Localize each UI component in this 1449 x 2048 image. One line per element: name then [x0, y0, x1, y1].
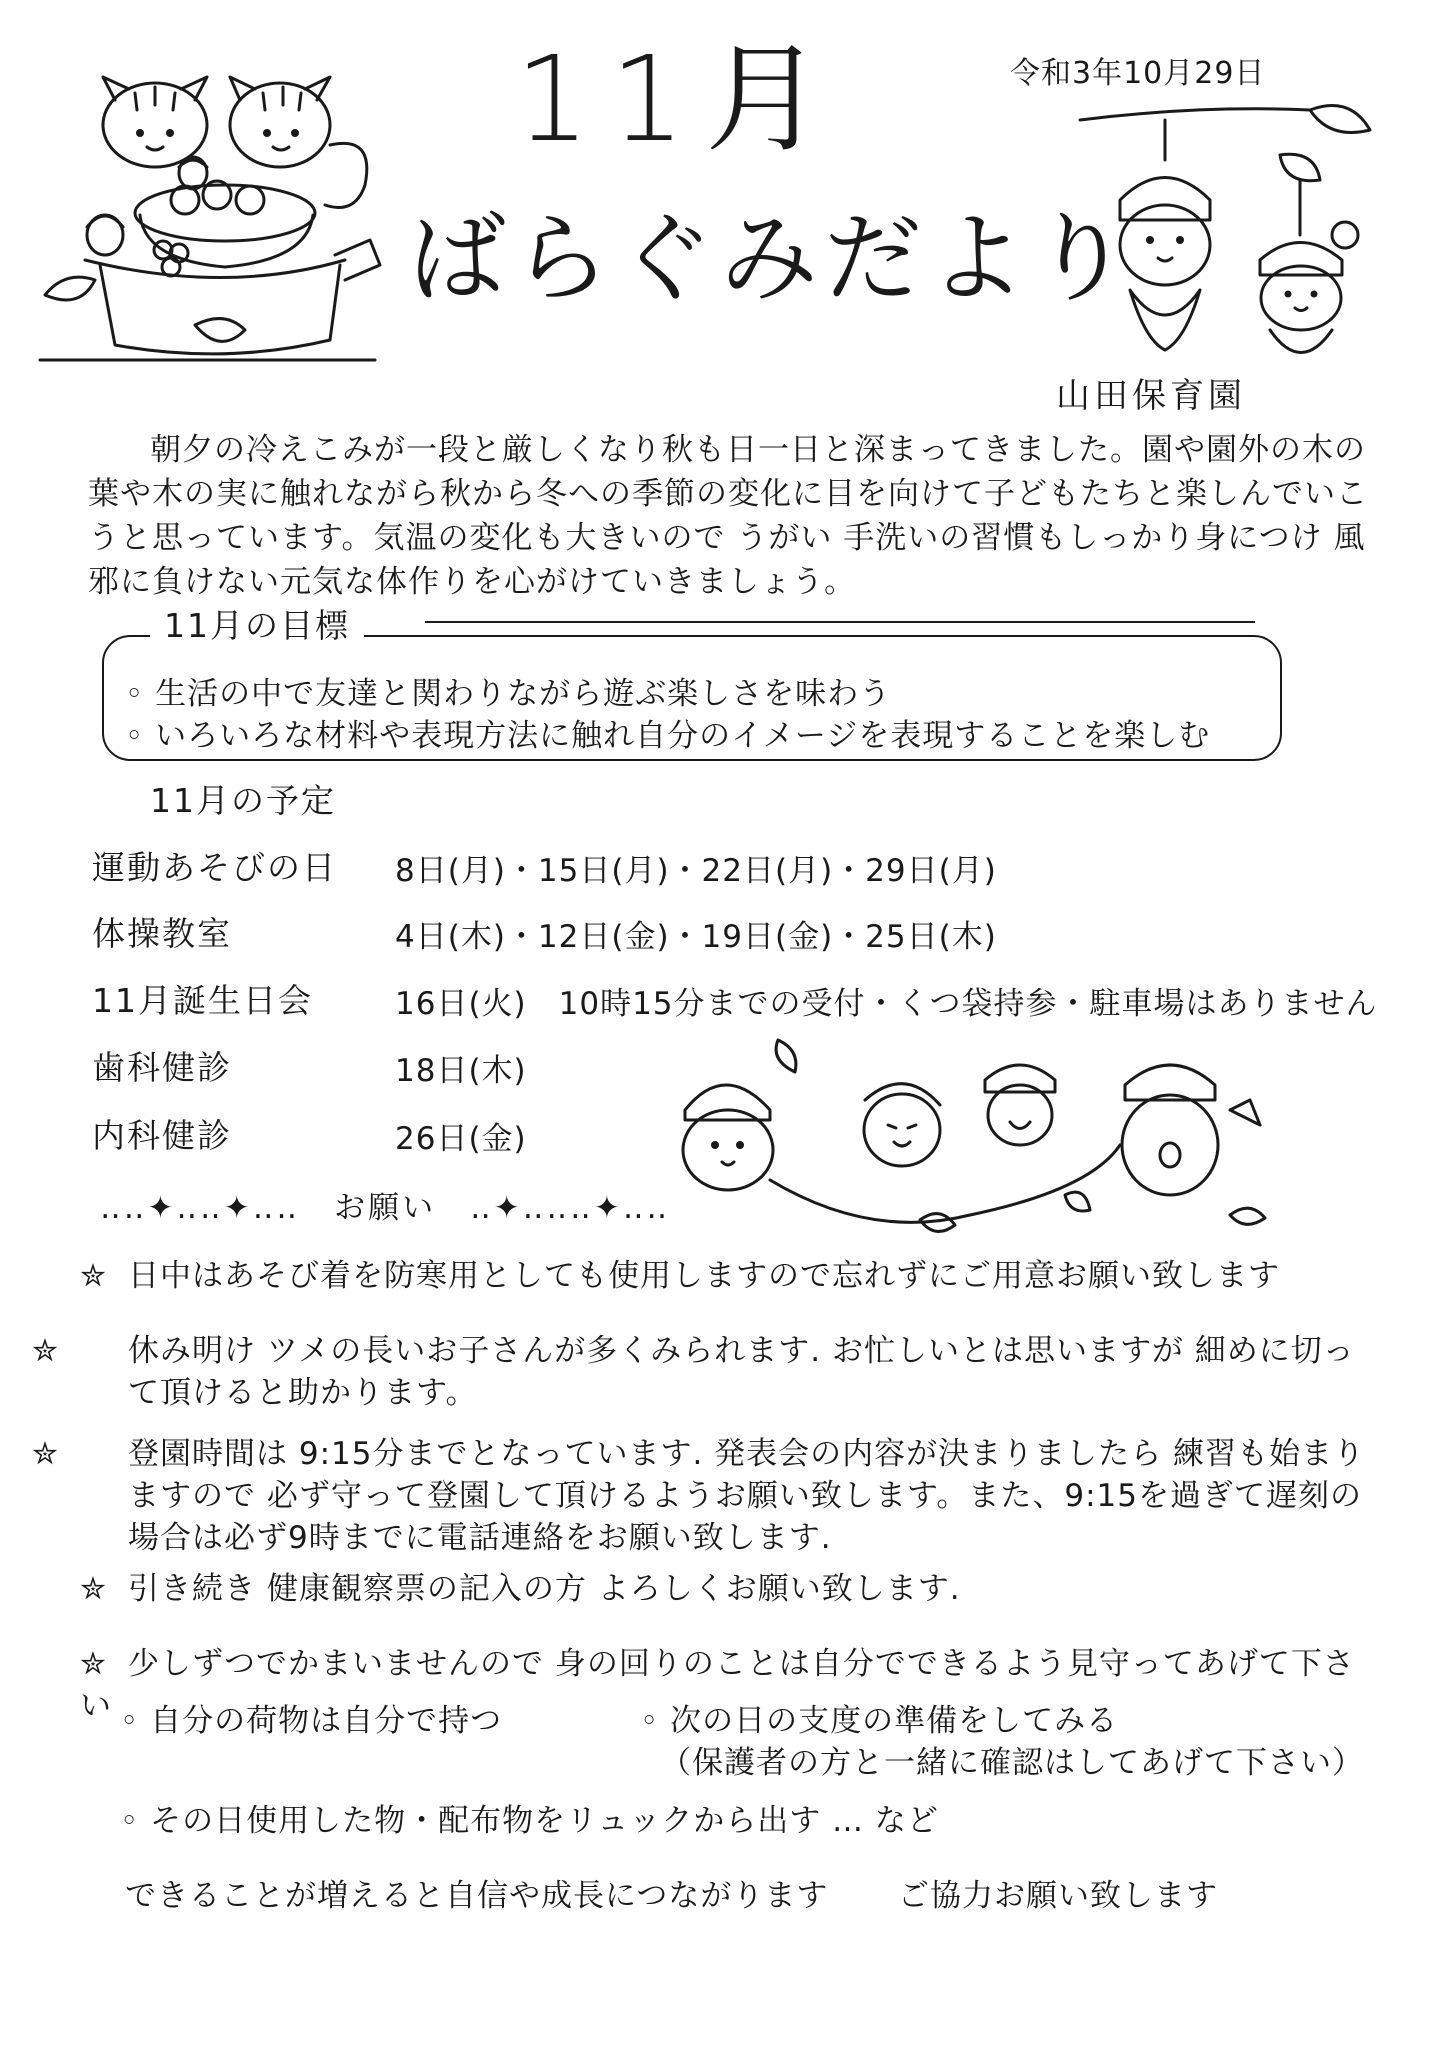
closing-text: できることが増えると自信や成長につながります: [125, 1878, 829, 1914]
star-icon: ✮: [80, 1258, 107, 1294]
issue-date: 令和3年10月29日: [1010, 56, 1266, 91]
schedule-label: 11月誕生日会: [92, 981, 313, 1020]
title-month: 11月: [515, 30, 844, 168]
sub-item: ◦ その日使用した物・配布物をリュックから出す … など: [120, 1803, 939, 1839]
schedule-label: 歯科健診: [92, 1048, 232, 1087]
requests-heading: ‥‥✦‥‥✦‥‥ お願い ‥✦‥‥‥✦‥‥: [100, 1190, 671, 1226]
organization-name: 山田保育園: [1056, 376, 1246, 416]
sub-item: ◦ 自分の荷物は自分で持つ: [120, 1703, 503, 1739]
star-icon: ✮: [32, 1333, 59, 1369]
page-title: ばらぐみだより: [408, 202, 1137, 316]
schedule-value: 8日(月)・15日(月)・22日(月)・29日(月): [395, 853, 997, 889]
schedule-value: 26日(金): [395, 1121, 527, 1157]
request-item: [80, 1255, 1370, 1297]
star-icon: ✮: [80, 1571, 107, 1607]
goals-divider: [425, 621, 1255, 623]
request-item: [32, 1330, 1368, 1414]
squirrels-illustration: [45, 55, 405, 385]
schedule-value: 16日(火) 10時15分までの受付・くつ袋持参・駐車場はありません: [395, 986, 1378, 1022]
request-item: [32, 1433, 1368, 1559]
schedule-label: 内科健診: [92, 1116, 232, 1155]
sub-item-note: （保護者の方と一緒に確認はしてあげて下さい）: [660, 1745, 1364, 1781]
star-icon: ✮: [80, 1646, 107, 1682]
schedule-title: 11月の予定: [150, 781, 336, 820]
goal-item: ◦ 生活の中で友達と関わりながら遊ぶ楽しさを味わう: [125, 676, 892, 712]
schedule-label: 体操教室: [92, 914, 232, 953]
request-text: 登園時間は 9:15分までとなっています. 発表会の内容が決まりましたら 練習も始まりますので 必ず守って登園して頂けるようお願い致します。また、9:15を過ぎて遅刻の場合は必ず9時までに電話連絡をお願い致します.: [128, 1436, 1366, 1556]
intro-paragraph: 朝夕の冷えこみが一段と厳しくなり秋も日一日と深まってきました。園や園外の木の葉や木の実に触れながら秋から冬への季節の変化に目を向けて子どもたちと楽しんでいこうと思っています。気温の変化も大きいので うがい 手洗いの習慣もしっかり身につけ 風邪に負けない元気な体作りを心がけていきましょう。: [88, 432, 1368, 600]
acorn-friends-illustration: [670, 1040, 1310, 1255]
sub-item: ◦ 次の日の支度の準備をしてみる: [640, 1703, 1119, 1739]
closing-thanks: ご協力お願い致します: [898, 1878, 1218, 1914]
request-item: [80, 1568, 1370, 1610]
schedule-value: 4日(木)・12日(金)・19日(金)・25日(木): [395, 919, 997, 955]
schedule-label: 運動あそびの日: [92, 848, 337, 887]
request-text: 少しずつでかまいませんので 身の回りのことは自分でできるよう見守ってあげて下さい: [80, 1646, 1355, 1724]
request-text: 日中はあそび着を防寒用としても使用しますので忘れずにご用意お願い致します: [128, 1258, 1280, 1294]
goal-item: ◦ いろいろな材料や表現方法に触れ自分のイメージを表現することを楽しむ: [125, 718, 1211, 754]
request-text: 引き続き 健康観察票の記入の方 よろしくお願い致します.: [128, 1571, 961, 1607]
goals-title: 11月の目標: [150, 600, 364, 647]
star-icon: ✮: [32, 1436, 59, 1472]
schedule-value: 18日(木): [395, 1053, 527, 1089]
request-text: 休み明け ツメの長いお子さんが多くみられます. お忙しいとは思いますが 細めに切って頂けると助かります。: [128, 1333, 1355, 1411]
